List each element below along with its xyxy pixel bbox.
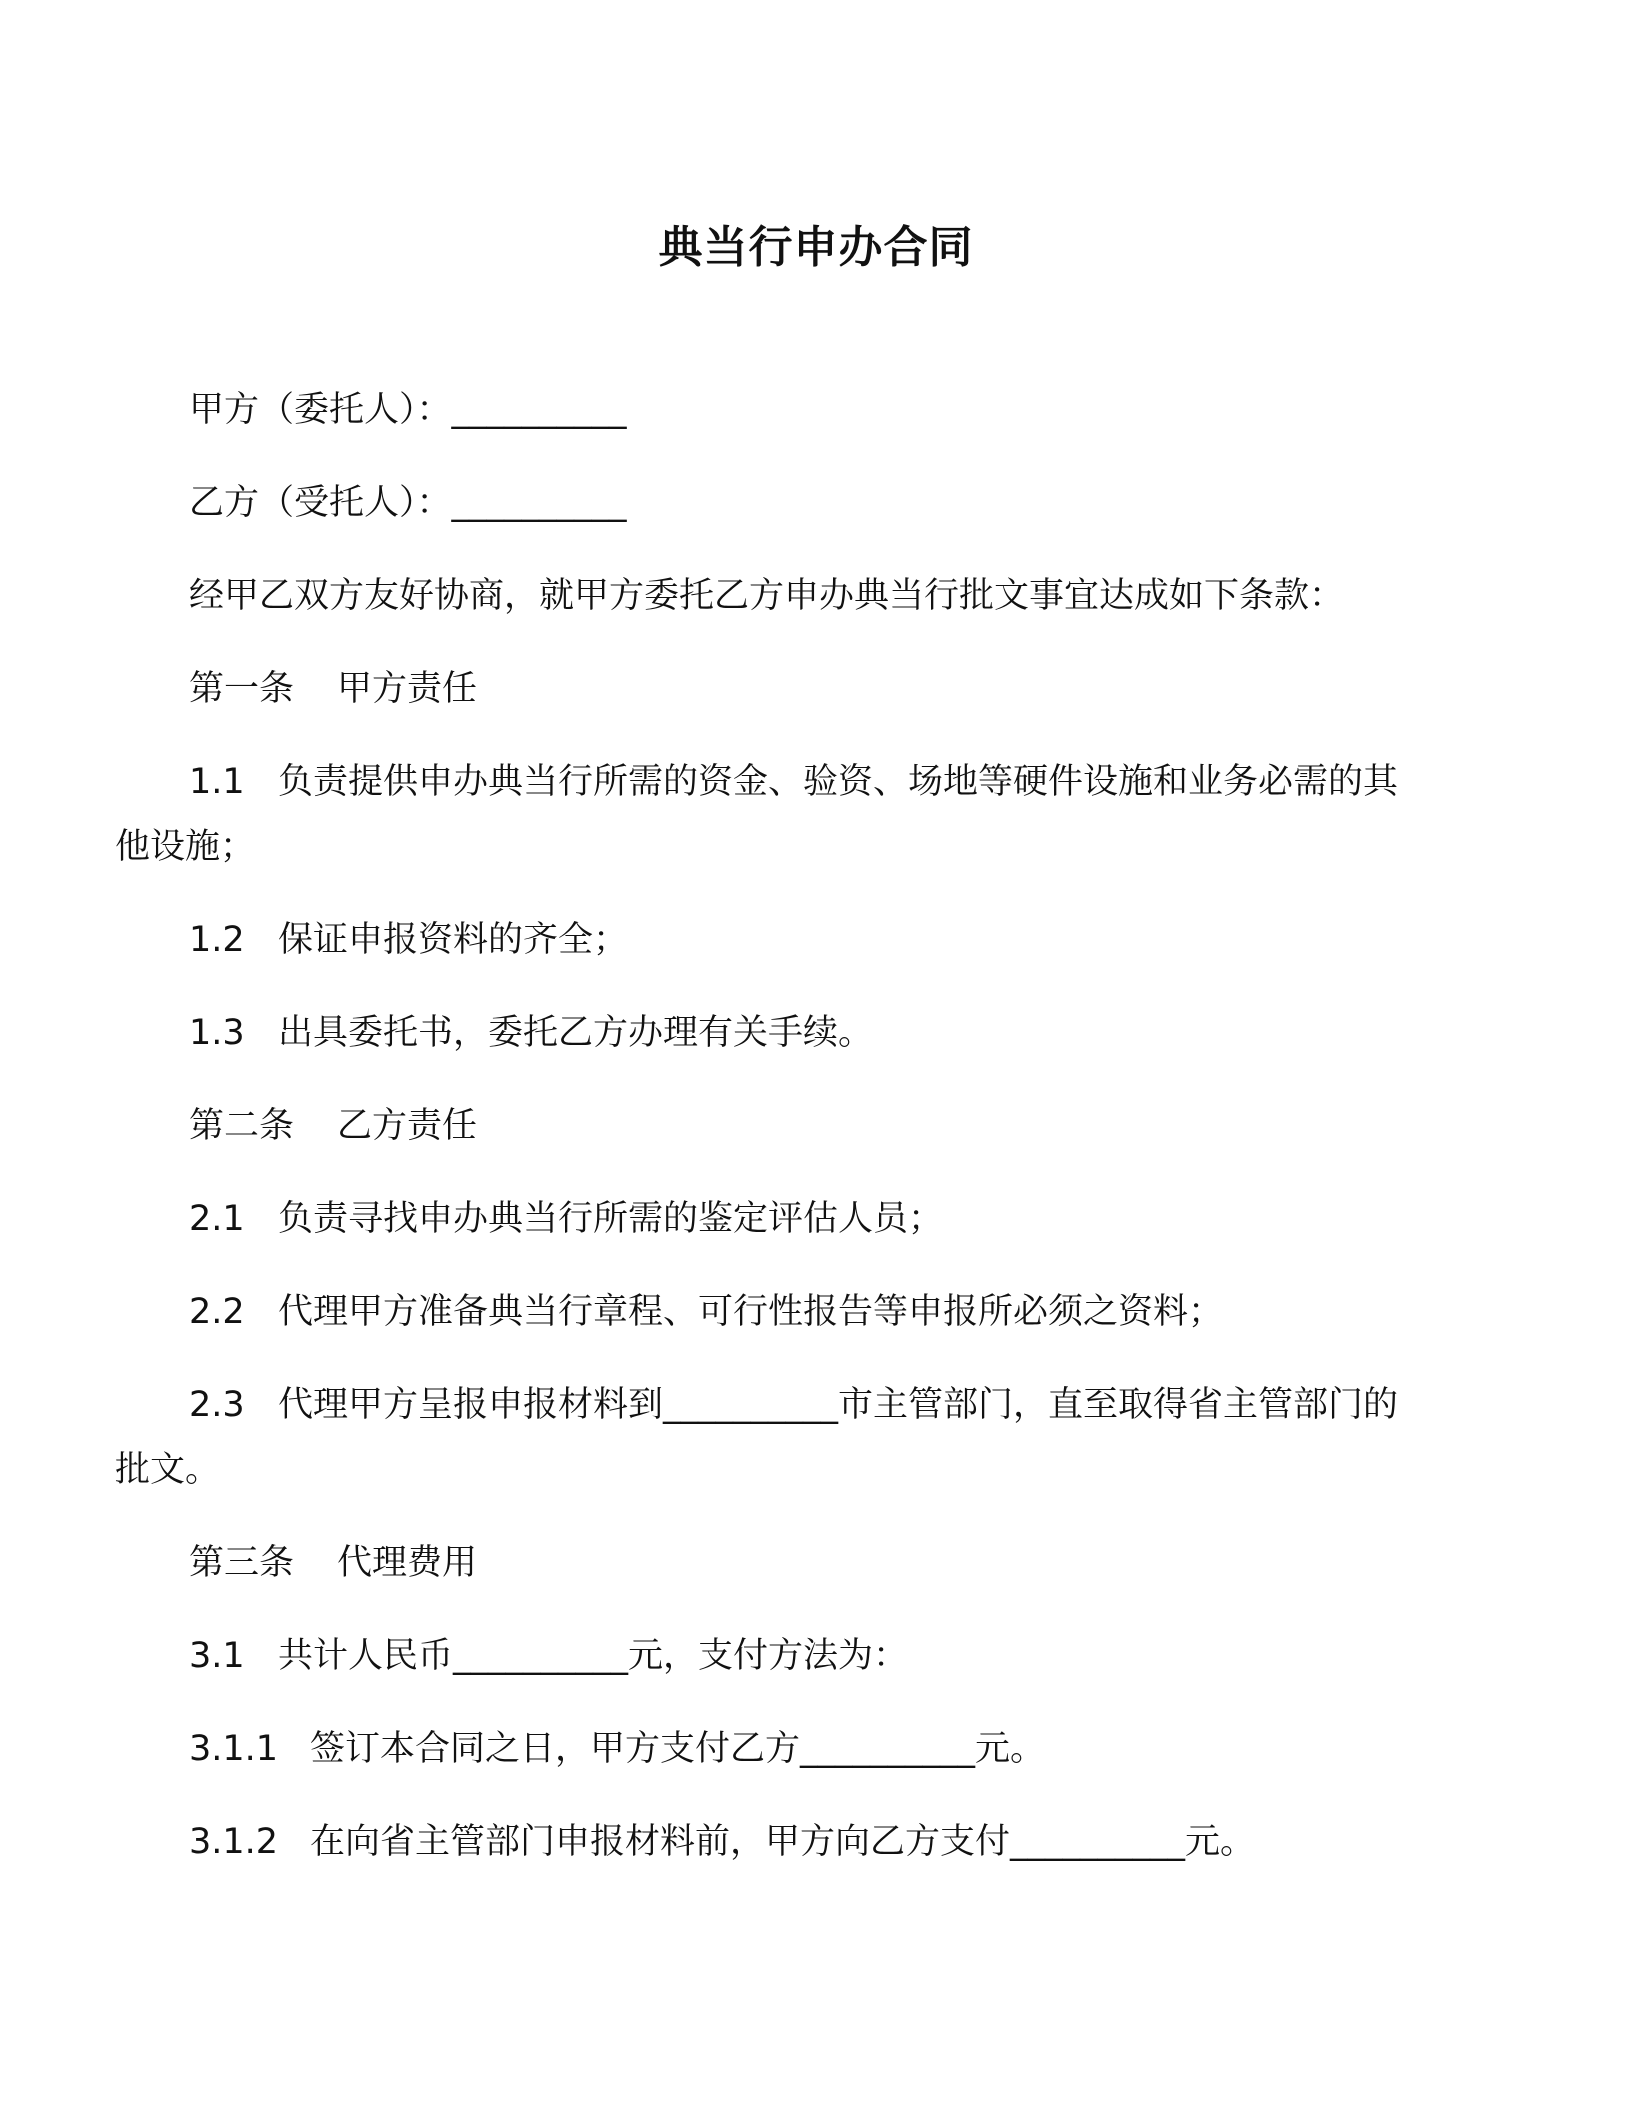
- clause-text: 代理甲方呈报申报材料到__________市主管部门，直至取得省主管部门的: [278, 1385, 1399, 1425]
- clause-1-3: [115, 998, 1609, 1068]
- article1-number: 第一条: [189, 669, 295, 709]
- clause-number: 3.1: [189, 1636, 245, 1676]
- clause-text: 负责寻找申办典当行所需的鉴定评估人员；: [278, 1199, 944, 1239]
- clause-text: 出具委托书，委托乙方办理有关手续。: [278, 1013, 874, 1053]
- clause-text: 在向省主管部门申报材料前，甲方向乙方支付__________元。: [310, 1822, 1256, 1862]
- clause-1-1: [115, 747, 1609, 817]
- article1-title: 甲方责任: [337, 669, 478, 709]
- document-title: 典当行申办合同: [658, 222, 974, 273]
- clause-text: 代理甲方准备典当行章程、可行性报告等申报所必须之资料；: [278, 1292, 1224, 1332]
- clause-3-1-2: [115, 1807, 1609, 1877]
- article3-title: 代理费用: [337, 1543, 478, 1583]
- article2-number: 第二条: [189, 1106, 295, 1146]
- clause-number: 3.1.1: [189, 1729, 279, 1769]
- article3-heading: [115, 1528, 1609, 1598]
- preamble: 经甲乙双方友好协商，就甲方委托乙方申办典当行批文事宜达成如下条款：: [189, 576, 1345, 616]
- clause-1-2: [115, 905, 1609, 975]
- article2-title: 乙方责任: [337, 1106, 478, 1146]
- clause-number: 2.3: [189, 1385, 245, 1425]
- clause-1-1-continuation: 他设施；: [115, 827, 256, 867]
- clause-number: 1.1: [189, 762, 245, 802]
- party-a-line: 甲方（委托人）：__________: [189, 390, 627, 430]
- article1-heading: [115, 654, 1609, 724]
- clause-number: 1.2: [189, 920, 245, 960]
- clause-text: 保证申报资料的齐全；: [278, 920, 629, 960]
- clause-3-1-1: [115, 1714, 1609, 1784]
- clause-2-1: [115, 1184, 1609, 1254]
- clause-3-1: [115, 1621, 1609, 1691]
- clause-text: 共计人民币__________元，支付方法为：: [278, 1636, 909, 1676]
- clause-2-3-continuation: 批文。: [115, 1450, 221, 1490]
- clause-number: 2.1: [189, 1199, 245, 1239]
- article3-number: 第三条: [189, 1543, 295, 1583]
- article2-heading: [115, 1091, 1609, 1161]
- clause-number: 3.1.2: [189, 1822, 279, 1862]
- clause-number: 1.3: [189, 1013, 245, 1053]
- clause-number: 2.2: [189, 1292, 245, 1332]
- clause-text: 签订本合同之日，甲方支付乙方__________元。: [310, 1729, 1046, 1769]
- clause-2-2: [115, 1277, 1609, 1347]
- clause-2-3: [115, 1370, 1609, 1440]
- clause-text: 负责提供申办典当行所需的资金、验资、场地等硬件设施和业务必需的其: [278, 762, 1399, 802]
- party-b-line: 乙方（受托人）：__________: [189, 483, 627, 523]
